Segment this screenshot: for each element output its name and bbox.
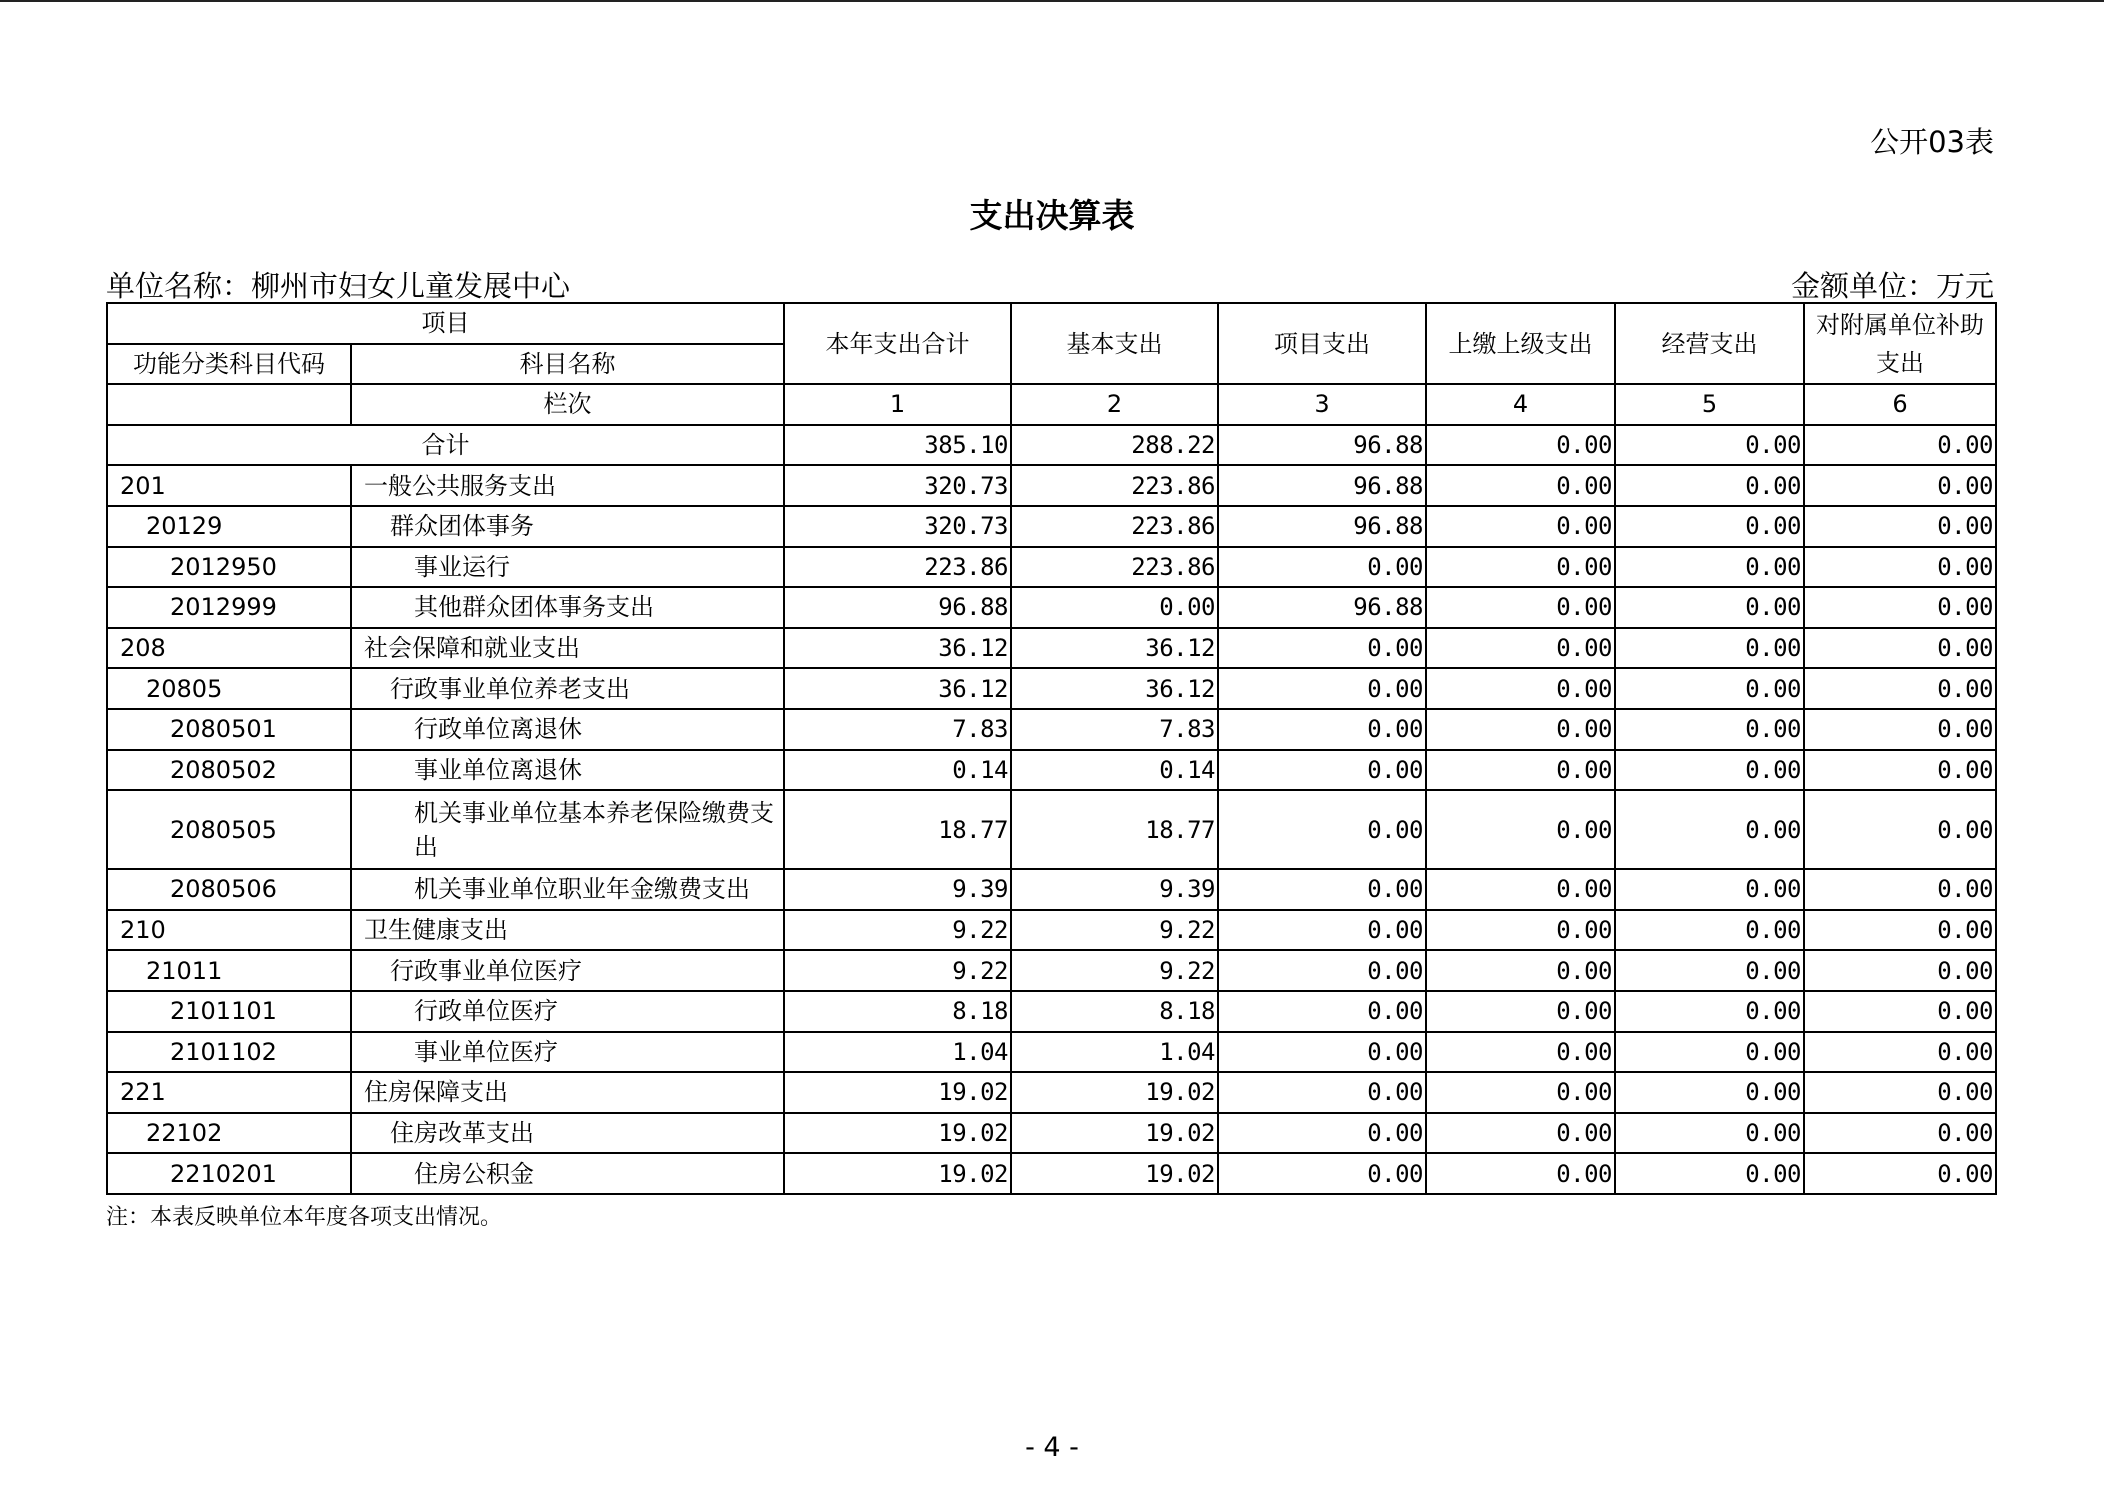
subject-name-cell: 事业运行 [351,547,784,588]
header-subject-name: 科目名称 [351,344,784,385]
amount-cell: 9.22 [1011,910,1218,951]
col-num: 3 [1218,384,1426,425]
amount-cell: 19.02 [1011,1153,1218,1194]
subject-name-cell: 行政单位医疗 [351,991,784,1032]
amount-cell: 0.00 [1426,1032,1615,1073]
expenditure-table [106,302,1997,1195]
amount-cell: 0.00 [1426,587,1615,628]
table-row [107,506,1996,547]
func-code-cell: 20129 [107,506,351,547]
amount-cell: 0.00 [1615,465,1804,506]
header-func-code: 功能分类科目代码 [107,344,351,385]
col-num: 5 [1615,384,1804,425]
amount-cell: 0.00 [1218,950,1426,991]
amount-cell: 0.00 [1615,869,1804,910]
amount-cell: 320.73 [784,465,1011,506]
subject-name-cell: 机关事业单位职业年金缴费支出 [351,869,784,910]
amount-cell: 19.02 [1011,1072,1218,1113]
header-upper: 上缴上级支出 [1426,303,1615,384]
amount-cell: 0.00 [1615,1072,1804,1113]
func-code-cell: 208 [107,628,351,669]
footnote: 注：本表反映单位本年度各项支出情况。 [106,1205,503,1230]
amount-cell: 0.00 [1804,750,1996,791]
func-code-cell: 21011 [107,950,351,991]
amount-cell: 0.00 [1615,1113,1804,1154]
amount-cell: 320.73 [784,506,1011,547]
amount-cell: 36.12 [784,668,1011,709]
amount-cell: 223.86 [1011,547,1218,588]
subject-name-cell: 一般公共服务支出 [351,465,784,506]
col-num: 6 [1804,384,1996,425]
page-number: - 4 - [1025,1432,1079,1463]
amount-cell: 0.00 [1804,668,1996,709]
amount-cell: 0.00 [1218,790,1426,869]
subject-name-cell: 群众团体事务 [351,506,784,547]
amount-cell: 9.39 [1011,869,1218,910]
subject-name-cell: 住房保障支出 [351,1072,784,1113]
amount-cell: 9.22 [784,950,1011,991]
amount-cell: 0.00 [1426,869,1615,910]
subject-name-cell: 行政事业单位养老支出 [351,668,784,709]
subject-name-cell: 卫生健康支出 [351,910,784,951]
amount-cell: 0.00 [1615,950,1804,991]
amount-cell: 0.00 [1804,910,1996,951]
func-code-cell: 2012999 [107,587,351,628]
header-col-index: 栏次 [351,384,784,425]
table-row [107,1032,1996,1073]
amount-cell: 0.00 [1218,1113,1426,1154]
amount-cell: 8.18 [1011,991,1218,1032]
amount-cell: 0.00 [1615,991,1804,1032]
amount-cell: 96.88 [1218,587,1426,628]
amount-cell: 0.00 [1615,587,1804,628]
amount-cell: 0.00 [1804,506,1996,547]
total-value: 0.00 [1804,425,1996,466]
header-basic: 基本支出 [1011,303,1218,384]
amount-cell: 0.00 [1804,950,1996,991]
table-row [107,869,1996,910]
table-row [107,991,1996,1032]
table-row [107,910,1996,951]
header-index-blank [107,384,351,425]
money-unit: 金额单位：万元 [1790,269,1994,303]
amount-cell: 0.00 [1804,1032,1996,1073]
subject-name-cell: 行政事业单位医疗 [351,950,784,991]
amount-cell: 0.00 [1426,950,1615,991]
amount-cell: 0.00 [1426,547,1615,588]
amount-cell: 0.00 [1426,750,1615,791]
header-business: 经营支出 [1615,303,1804,384]
table-row [107,790,1996,869]
table-row [107,628,1996,669]
amount-cell: 0.00 [1615,506,1804,547]
table-row [107,465,1996,506]
amount-cell: 223.86 [1011,506,1218,547]
top-border-line [0,0,2104,2]
func-code-cell: 20805 [107,668,351,709]
amount-cell: 7.83 [784,709,1011,750]
func-code-cell: 2101102 [107,1032,351,1073]
total-value: 288.22 [1011,425,1218,466]
amount-cell: 0.00 [1615,628,1804,669]
header-item: 项目 [107,303,784,344]
amount-cell: 0.00 [1426,790,1615,869]
table-row [107,1153,1996,1194]
col-num: 4 [1426,384,1615,425]
amount-cell: 0.00 [1218,750,1426,791]
amount-cell: 0.00 [1615,1153,1804,1194]
amount-cell: 0.00 [1804,547,1996,588]
func-code-cell: 2080506 [107,869,351,910]
table-row [107,750,1996,791]
amount-cell: 0.00 [1804,1153,1996,1194]
amount-cell: 0.00 [1218,628,1426,669]
subject-name-cell: 社会保障和就业支出 [351,628,784,669]
amount-cell: 8.18 [784,991,1011,1032]
amount-cell: 0.00 [1426,910,1615,951]
amount-cell: 223.86 [784,547,1011,588]
amount-cell: 0.14 [784,750,1011,791]
func-code-cell: 221 [107,1072,351,1113]
table-row [107,709,1996,750]
amount-cell: 18.77 [784,790,1011,869]
amount-cell: 0.00 [1804,1113,1996,1154]
amount-cell: 96.88 [1218,465,1426,506]
amount-cell: 0.00 [1615,1032,1804,1073]
amount-cell: 36.12 [1011,628,1218,669]
amount-cell: 7.83 [1011,709,1218,750]
amount-cell: 0.00 [1426,1153,1615,1194]
amount-cell: 0.00 [1615,790,1804,869]
table-row [107,1113,1996,1154]
amount-cell: 18.77 [1011,790,1218,869]
amount-cell: 0.00 [1218,1032,1426,1073]
amount-cell: 19.02 [784,1113,1011,1154]
total-value: 96.88 [1218,425,1426,466]
amount-cell: 0.00 [1426,709,1615,750]
func-code-cell: 2080501 [107,709,351,750]
amount-cell: 0.00 [1011,587,1218,628]
amount-cell: 9.39 [784,869,1011,910]
amount-cell: 0.00 [1426,668,1615,709]
amount-cell: 96.88 [1218,506,1426,547]
amount-cell: 9.22 [784,910,1011,951]
col-num: 1 [784,384,1011,425]
amount-cell: 0.00 [1804,709,1996,750]
subject-name-cell: 行政单位离退休 [351,709,784,750]
table-row [107,950,1996,991]
amount-cell: 0.00 [1218,709,1426,750]
col-num: 2 [1011,384,1218,425]
amount-cell: 19.02 [1011,1113,1218,1154]
amount-cell: 0.00 [1615,750,1804,791]
func-code-cell: 2080505 [107,790,351,869]
amount-cell: 0.00 [1426,1113,1615,1154]
amount-cell: 0.00 [1804,465,1996,506]
func-code-cell: 22102 [107,1113,351,1154]
total-value: 385.10 [784,425,1011,466]
amount-cell: 0.00 [1804,991,1996,1032]
func-code-cell: 201 [107,465,351,506]
amount-cell: 36.12 [1011,668,1218,709]
total-row [107,425,1996,466]
amount-cell: 0.00 [1218,668,1426,709]
subject-name-cell: 住房改革支出 [351,1113,784,1154]
total-label: 合计 [107,425,784,466]
amount-cell: 0.00 [1804,1072,1996,1113]
table-row [107,1072,1996,1113]
table-row [107,587,1996,628]
amount-cell: 0.00 [1615,910,1804,951]
header-project: 项目支出 [1218,303,1426,384]
total-value: 0.00 [1426,425,1615,466]
table-code: 公开03表 [1870,125,1994,159]
table-row [107,547,1996,588]
amount-cell: 36.12 [784,628,1011,669]
header-total: 本年支出合计 [784,303,1011,384]
amount-cell: 96.88 [784,587,1011,628]
amount-cell: 0.00 [1218,1072,1426,1113]
amount-cell: 19.02 [784,1072,1011,1113]
subject-name-cell: 住房公积金 [351,1153,784,1194]
amount-cell: 0.00 [1218,1153,1426,1194]
amount-cell: 0.00 [1615,668,1804,709]
header-subsidy: 对附属单位补助支出 [1804,303,1996,384]
subject-name-cell: 事业单位离退休 [351,750,784,791]
unit-name: 单位名称：柳州市妇女儿童发展中心 [106,269,571,303]
total-value: 0.00 [1615,425,1804,466]
amount-cell: 223.86 [1011,465,1218,506]
amount-cell: 0.00 [1218,869,1426,910]
amount-cell: 0.14 [1011,750,1218,791]
subject-name-cell: 事业单位医疗 [351,1032,784,1073]
func-code-cell: 2012950 [107,547,351,588]
page-title: 支出决算表 [969,196,1135,235]
amount-cell: 0.00 [1218,547,1426,588]
func-code-cell: 2101101 [107,991,351,1032]
amount-cell: 0.00 [1804,790,1996,869]
amount-cell: 0.00 [1804,628,1996,669]
func-code-cell: 210 [107,910,351,951]
amount-cell: 0.00 [1426,628,1615,669]
amount-cell: 19.02 [784,1153,1011,1194]
amount-cell: 1.04 [1011,1032,1218,1073]
amount-cell: 0.00 [1218,991,1426,1032]
func-code-cell: 2080502 [107,750,351,791]
subject-name-cell: 其他群众团体事务支出 [351,587,784,628]
amount-cell: 0.00 [1615,709,1804,750]
amount-cell: 0.00 [1426,465,1615,506]
amount-cell: 1.04 [784,1032,1011,1073]
amount-cell: 0.00 [1426,1072,1615,1113]
amount-cell: 0.00 [1218,910,1426,951]
table-row [107,668,1996,709]
amount-cell: 0.00 [1804,587,1996,628]
amount-cell: 0.00 [1804,869,1996,910]
func-code-cell: 2210201 [107,1153,351,1194]
subject-name-cell: 机关事业单位基本养老保险缴费支出 [351,790,784,869]
amount-cell: 0.00 [1426,506,1615,547]
amount-cell: 9.22 [1011,950,1218,991]
amount-cell: 0.00 [1426,991,1615,1032]
amount-cell: 0.00 [1615,547,1804,588]
